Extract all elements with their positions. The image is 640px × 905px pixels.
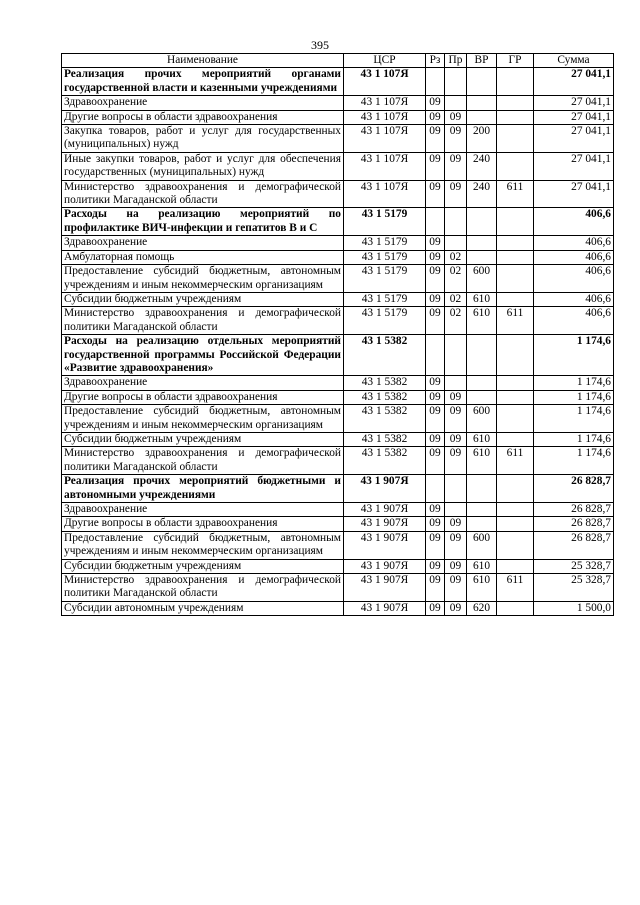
cell-vr: 610 [467, 432, 497, 446]
cell-csr: 43 1 107Я [344, 96, 426, 110]
table-row [62, 475, 614, 503]
cell-pr: 09 [445, 152, 467, 180]
cell-gr [497, 376, 534, 390]
cell-csr: 43 1 107Я [344, 68, 426, 96]
cell-gr: 611 [497, 447, 534, 475]
cell-sum: 27 041,1 [534, 180, 614, 208]
cell-gr: 611 [497, 307, 534, 335]
cell-rz: 09 [426, 180, 445, 208]
cell-sum: 1 174,6 [534, 432, 614, 446]
cell-csr: 43 1 907Я [344, 503, 426, 517]
cell-sum: 26 828,7 [534, 503, 614, 517]
cell-rz [426, 475, 445, 503]
cell-csr: 43 1 5382 [344, 376, 426, 390]
cell-gr [497, 432, 534, 446]
cell-vr: 600 [467, 265, 497, 293]
cell-gr [497, 390, 534, 404]
cell-pr: 02 [445, 265, 467, 293]
cell-vr [467, 110, 497, 124]
cell-gr [497, 531, 534, 559]
cell-vr [467, 390, 497, 404]
cell-vr [467, 517, 497, 531]
cell-gr [497, 96, 534, 110]
cell-vr [467, 250, 497, 264]
cell-name: Предоставление субсидий бюджетным, автономным учреждениям и иным некоммерческим организациям [62, 531, 344, 559]
cell-name: Другие вопросы в области здравоохранения [62, 390, 344, 404]
cell-pr [445, 68, 467, 96]
cell-sum: 27 041,1 [534, 96, 614, 110]
cell-vr [467, 475, 497, 503]
cell-sum: 406,6 [534, 292, 614, 306]
cell-sum: 26 828,7 [534, 475, 614, 503]
cell-pr: 02 [445, 307, 467, 335]
cell-pr: 09 [445, 390, 467, 404]
cell-rz: 09 [426, 376, 445, 390]
cell-gr [497, 475, 534, 503]
cell-rz: 09 [426, 447, 445, 475]
cell-pr [445, 96, 467, 110]
cell-csr: 43 1 5382 [344, 432, 426, 446]
cell-name: Реализация прочих мероприятий бюджетными и автономными учреждениями [62, 475, 344, 503]
cell-sum: 25 328,7 [534, 574, 614, 602]
cell-csr: 43 1 5179 [344, 208, 426, 236]
table-row [62, 110, 614, 124]
cell-sum: 27 041,1 [534, 68, 614, 96]
cell-pr: 09 [445, 559, 467, 573]
cell-gr [497, 335, 534, 376]
cell-sum: 26 828,7 [534, 531, 614, 559]
cell-vr [467, 208, 497, 236]
cell-rz: 09 [426, 292, 445, 306]
table-row [62, 335, 614, 376]
cell-rz: 09 [426, 531, 445, 559]
cell-sum: 25 328,7 [534, 559, 614, 573]
header-vr: ВР [467, 54, 497, 68]
table-row [62, 265, 614, 293]
cell-name: Субсидии бюджетным учреждениям [62, 559, 344, 573]
cell-rz: 09 [426, 307, 445, 335]
cell-rz: 09 [426, 265, 445, 293]
cell-sum: 1 174,6 [534, 447, 614, 475]
cell-name: Субсидии бюджетным учреждениям [62, 432, 344, 446]
header-name: Наименование [62, 54, 344, 68]
cell-sum: 1 174,6 [534, 376, 614, 390]
cell-pr: 09 [445, 432, 467, 446]
cell-name: Министерство здравоохранения и демографической политики Магаданской области [62, 307, 344, 335]
cell-sum: 27 041,1 [534, 152, 614, 180]
cell-gr [497, 236, 534, 250]
header-csr: ЦСР [344, 54, 426, 68]
cell-gr [497, 517, 534, 531]
cell-rz [426, 335, 445, 376]
cell-name: Расходы на реализацию отдельных мероприятий государственной программы Российской Федерации «Развитие здравоохранения» [62, 335, 344, 376]
cell-csr: 43 1 907Я [344, 601, 426, 615]
cell-rz: 09 [426, 236, 445, 250]
cell-vr: 240 [467, 152, 497, 180]
cell-csr: 43 1 907Я [344, 559, 426, 573]
cell-pr [445, 335, 467, 376]
cell-pr: 09 [445, 110, 467, 124]
cell-csr: 43 1 5179 [344, 236, 426, 250]
cell-name: Закупка товаров, работ и услуг для государственных (муниципальных) нужд [62, 125, 344, 153]
header-gr: ГР [497, 54, 534, 68]
budget-table [61, 53, 614, 616]
cell-name: Другие вопросы в области здравоохранения [62, 517, 344, 531]
cell-pr [445, 236, 467, 250]
cell-gr [497, 110, 534, 124]
table-row [62, 68, 614, 96]
table-row [62, 559, 614, 573]
cell-vr: 610 [467, 447, 497, 475]
table-header-row [62, 54, 614, 68]
cell-vr [467, 68, 497, 96]
cell-name: Иные закупки товаров, работ и услуг для обеспечения государственных (муниципальных) нужд [62, 152, 344, 180]
cell-name: Здравоохранение [62, 236, 344, 250]
cell-name: Субсидии автономным учреждениям [62, 601, 344, 615]
cell-vr: 240 [467, 180, 497, 208]
table-row [62, 574, 614, 602]
cell-csr: 43 1 5382 [344, 447, 426, 475]
cell-rz: 09 [426, 96, 445, 110]
cell-name: Министерство здравоохранения и демографической политики Магаданской области [62, 447, 344, 475]
cell-gr [497, 125, 534, 153]
cell-rz: 09 [426, 559, 445, 573]
cell-gr [497, 292, 534, 306]
cell-pr: 02 [445, 250, 467, 264]
cell-pr: 02 [445, 292, 467, 306]
table-row [62, 96, 614, 110]
header-sum: Сумма [534, 54, 614, 68]
cell-gr: 611 [497, 574, 534, 602]
cell-gr [497, 152, 534, 180]
cell-rz: 09 [426, 503, 445, 517]
table-row [62, 292, 614, 306]
header-pr: Пр [445, 54, 467, 68]
cell-vr: 610 [467, 292, 497, 306]
cell-name: Здравоохранение [62, 503, 344, 517]
cell-vr: 610 [467, 574, 497, 602]
cell-pr [445, 503, 467, 517]
cell-rz: 09 [426, 390, 445, 404]
cell-vr [467, 335, 497, 376]
cell-vr [467, 376, 497, 390]
cell-pr: 09 [445, 531, 467, 559]
cell-csr: 43 1 907Я [344, 475, 426, 503]
table-row [62, 517, 614, 531]
cell-sum: 406,6 [534, 265, 614, 293]
cell-pr: 09 [445, 405, 467, 433]
cell-csr: 43 1 107Я [344, 125, 426, 153]
table-row [62, 180, 614, 208]
cell-gr [497, 265, 534, 293]
cell-rz [426, 68, 445, 96]
cell-csr: 43 1 107Я [344, 110, 426, 124]
cell-sum: 406,6 [534, 307, 614, 335]
cell-rz: 09 [426, 110, 445, 124]
cell-csr: 43 1 5382 [344, 335, 426, 376]
cell-sum: 406,6 [534, 236, 614, 250]
cell-csr: 43 1 5179 [344, 250, 426, 264]
cell-gr [497, 405, 534, 433]
cell-name: Здравоохранение [62, 376, 344, 390]
cell-sum: 406,6 [534, 208, 614, 236]
cell-rz: 09 [426, 125, 445, 153]
cell-pr [445, 208, 467, 236]
cell-rz: 09 [426, 405, 445, 433]
table-row [62, 601, 614, 615]
cell-vr: 610 [467, 559, 497, 573]
cell-rz: 09 [426, 432, 445, 446]
table-row [62, 447, 614, 475]
table-row [62, 125, 614, 153]
cell-name: Расходы на реализацию мероприятий по профилактике ВИЧ-инфекции и гепатитов В и С [62, 208, 344, 236]
table-row [62, 390, 614, 404]
cell-csr: 43 1 5179 [344, 307, 426, 335]
cell-name: Министерство здравоохранения и демографической политики Магаданской области [62, 180, 344, 208]
cell-gr [497, 559, 534, 573]
table-row [62, 152, 614, 180]
cell-sum: 1 174,6 [534, 390, 614, 404]
cell-csr: 43 1 5179 [344, 292, 426, 306]
cell-rz: 09 [426, 574, 445, 602]
cell-csr: 43 1 907Я [344, 517, 426, 531]
cell-pr: 09 [445, 601, 467, 615]
header-rz: Рз [426, 54, 445, 68]
cell-pr: 09 [445, 180, 467, 208]
cell-csr: 43 1 107Я [344, 180, 426, 208]
cell-name: Министерство здравоохранения и демографической политики Магаданской области [62, 574, 344, 602]
cell-rz: 09 [426, 517, 445, 531]
cell-name: Реализация прочих мероприятий органами государственной власти и казенными учреждениями [62, 68, 344, 96]
cell-vr [467, 236, 497, 250]
cell-pr: 09 [445, 574, 467, 602]
table-row [62, 405, 614, 433]
cell-vr: 600 [467, 405, 497, 433]
cell-name: Амбулаторная помощь [62, 250, 344, 264]
table-row [62, 236, 614, 250]
cell-sum: 27 041,1 [534, 125, 614, 153]
cell-vr: 600 [467, 531, 497, 559]
table-row [62, 307, 614, 335]
cell-pr [445, 475, 467, 503]
cell-sum: 27 041,1 [534, 110, 614, 124]
cell-rz [426, 208, 445, 236]
cell-vr: 610 [467, 307, 497, 335]
cell-rz: 09 [426, 601, 445, 615]
cell-csr: 43 1 107Я [344, 152, 426, 180]
cell-gr [497, 68, 534, 96]
cell-sum: 26 828,7 [534, 517, 614, 531]
cell-gr [497, 601, 534, 615]
cell-rz: 09 [426, 250, 445, 264]
cell-pr: 09 [445, 517, 467, 531]
cell-name: Предоставление субсидий бюджетным, автономным учреждениям и иным некоммерческим организациям [62, 265, 344, 293]
cell-gr [497, 208, 534, 236]
cell-vr [467, 503, 497, 517]
cell-csr: 43 1 5382 [344, 405, 426, 433]
cell-csr: 43 1 907Я [344, 574, 426, 602]
cell-sum: 406,6 [534, 250, 614, 264]
cell-name: Предоставление субсидий бюджетным, автономным учреждениям и иным некоммерческим организациям [62, 405, 344, 433]
table-row [62, 531, 614, 559]
table-row [62, 208, 614, 236]
cell-pr: 09 [445, 447, 467, 475]
cell-sum: 1 500,0 [534, 601, 614, 615]
cell-name: Субсидии бюджетным учреждениям [62, 292, 344, 306]
cell-name: Другие вопросы в области здравоохранения [62, 110, 344, 124]
cell-sum: 1 174,6 [534, 335, 614, 376]
cell-gr: 611 [497, 180, 534, 208]
page-number: 395 [311, 38, 329, 52]
table-row [62, 503, 614, 517]
cell-csr: 43 1 5382 [344, 390, 426, 404]
cell-gr [497, 250, 534, 264]
cell-vr: 620 [467, 601, 497, 615]
table-body [62, 68, 614, 616]
cell-name: Здравоохранение [62, 96, 344, 110]
cell-csr: 43 1 5179 [344, 265, 426, 293]
cell-pr: 09 [445, 125, 467, 153]
table-row [62, 250, 614, 264]
cell-csr: 43 1 907Я [344, 531, 426, 559]
cell-vr: 200 [467, 125, 497, 153]
cell-rz: 09 [426, 152, 445, 180]
cell-pr [445, 376, 467, 390]
cell-vr [467, 96, 497, 110]
table-row [62, 432, 614, 446]
cell-sum: 1 174,6 [534, 405, 614, 433]
cell-gr [497, 503, 534, 517]
table-row [62, 376, 614, 390]
